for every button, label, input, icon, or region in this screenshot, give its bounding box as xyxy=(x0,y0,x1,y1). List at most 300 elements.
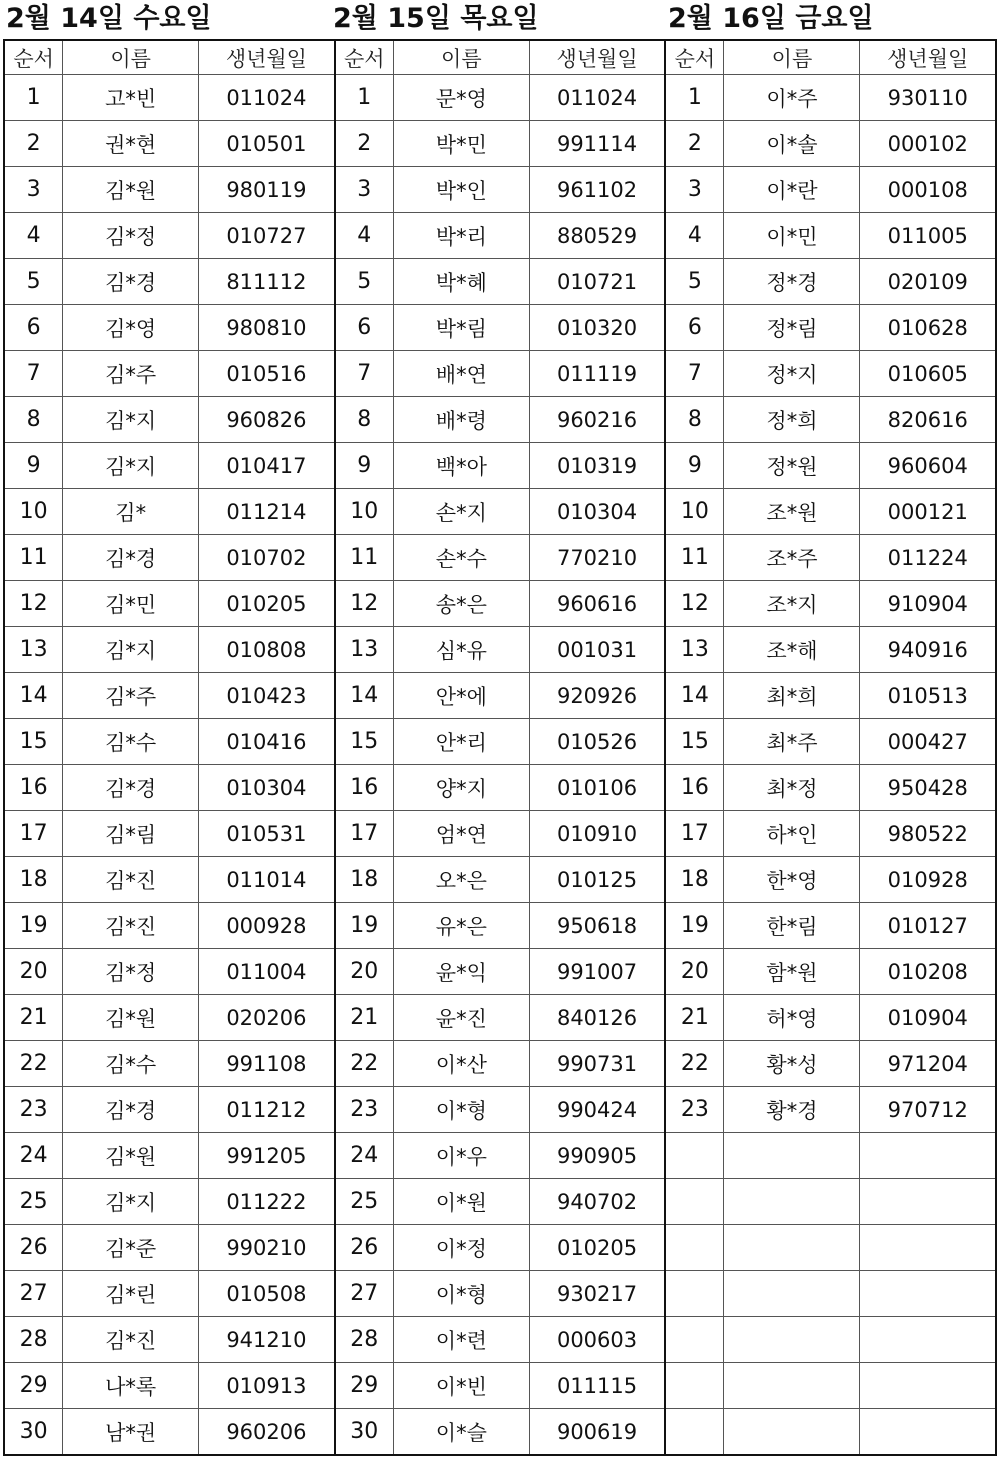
table-row xyxy=(4,1409,996,1456)
cell-order: 19 xyxy=(665,903,724,949)
table-row xyxy=(4,259,996,305)
cell-name: 안*리 xyxy=(393,719,529,765)
cell-name: 김*수 xyxy=(63,719,199,765)
cell-name: 정*경 xyxy=(724,259,860,305)
cell-name: 황*경 xyxy=(724,1087,860,1133)
header-order: 순서 xyxy=(335,40,394,75)
cell-name: 김*경 xyxy=(63,1087,199,1133)
cell-order: 21 xyxy=(335,995,394,1041)
cell-order: 1 xyxy=(335,75,394,121)
table-row xyxy=(4,1133,996,1179)
cell-birthdate: 010304 xyxy=(199,765,335,811)
cell-name: 이*빈 xyxy=(393,1363,529,1409)
day-title-fri: 2월 16일 금요일 xyxy=(668,3,874,34)
cell-birthdate: 010508 xyxy=(199,1271,335,1317)
cell-order: 26 xyxy=(335,1225,394,1271)
cell-name: 최*정 xyxy=(724,765,860,811)
cell-birthdate: 001031 xyxy=(529,627,665,673)
table-row xyxy=(4,857,996,903)
cell-birthdate: 991114 xyxy=(529,121,665,167)
cell-birthdate: 950618 xyxy=(529,903,665,949)
day-titles xyxy=(0,0,1000,40)
cell-birthdate: 990731 xyxy=(529,1041,665,1087)
cell-birthdate: 980119 xyxy=(199,167,335,213)
cell-order: 30 xyxy=(335,1409,394,1456)
cell-order: 1 xyxy=(665,75,724,121)
cell-name: 이*련 xyxy=(393,1317,529,1363)
cell-order: 18 xyxy=(4,857,63,903)
cell-order: 8 xyxy=(335,397,394,443)
cell-birthdate: 990424 xyxy=(529,1087,665,1133)
cell-name: 김*영 xyxy=(63,305,199,351)
cell-birthdate: 960826 xyxy=(199,397,335,443)
cell-name: 김*지 xyxy=(63,1179,199,1225)
table-row xyxy=(4,397,996,443)
cell-birthdate: 910904 xyxy=(860,581,996,627)
cell-birthdate: 010516 xyxy=(199,351,335,397)
cell-name: 이*원 xyxy=(393,1179,529,1225)
cell-order: 12 xyxy=(665,581,724,627)
cell-order xyxy=(665,1225,724,1271)
table-row xyxy=(4,167,996,213)
cell-name: 허*영 xyxy=(724,995,860,1041)
cell-name: 박*리 xyxy=(393,213,529,259)
cell-order xyxy=(665,1271,724,1317)
cell-order: 27 xyxy=(4,1271,63,1317)
cell-birthdate: 000427 xyxy=(860,719,996,765)
header-row xyxy=(4,40,996,75)
cell-order: 17 xyxy=(335,811,394,857)
cell-name: 김*지 xyxy=(63,443,199,489)
cell-birthdate: 950428 xyxy=(860,765,996,811)
cell-birthdate: 000102 xyxy=(860,121,996,167)
cell-birthdate: 010913 xyxy=(199,1363,335,1409)
cell-order: 15 xyxy=(665,719,724,765)
cell-birthdate: 010417 xyxy=(199,443,335,489)
cell-order: 16 xyxy=(335,765,394,811)
cell-name: 조*지 xyxy=(724,581,860,627)
cell-name: 김*원 xyxy=(63,995,199,1041)
table-row xyxy=(4,305,996,351)
cell-name: 하*인 xyxy=(724,811,860,857)
cell-name: 황*성 xyxy=(724,1041,860,1087)
cell-birthdate: 010605 xyxy=(860,351,996,397)
cell-name: 김* xyxy=(63,489,199,535)
cell-order: 9 xyxy=(335,443,394,489)
cell-order: 4 xyxy=(665,213,724,259)
cell-name: 윤*진 xyxy=(393,995,529,1041)
cell-name: 송*은 xyxy=(393,581,529,627)
cell-birthdate: 960206 xyxy=(199,1409,335,1456)
cell-order: 29 xyxy=(4,1363,63,1409)
cell-name: 박*인 xyxy=(393,167,529,213)
cell-order: 26 xyxy=(4,1225,63,1271)
cell-birthdate: 000108 xyxy=(860,167,996,213)
cell-name: 정*림 xyxy=(724,305,860,351)
cell-name: 손*수 xyxy=(393,535,529,581)
cell-name: 김*지 xyxy=(63,397,199,443)
cell-order: 22 xyxy=(665,1041,724,1087)
cell-order: 2 xyxy=(665,121,724,167)
cell-order: 3 xyxy=(665,167,724,213)
cell-birthdate: 010304 xyxy=(529,489,665,535)
table-row xyxy=(4,75,996,121)
cell-order: 11 xyxy=(4,535,63,581)
table-row xyxy=(4,1087,996,1133)
cell-birthdate: 010904 xyxy=(860,995,996,1041)
cell-order: 20 xyxy=(665,949,724,995)
cell-order: 19 xyxy=(335,903,394,949)
table-row xyxy=(4,995,996,1041)
cell-name: 김*원 xyxy=(63,167,199,213)
cell-order: 8 xyxy=(665,397,724,443)
cell-name: 유*은 xyxy=(393,903,529,949)
cell-name: 고*빈 xyxy=(63,75,199,121)
cell-name xyxy=(724,1409,860,1456)
cell-birthdate: 960216 xyxy=(529,397,665,443)
cell-order: 13 xyxy=(665,627,724,673)
table-row xyxy=(4,1271,996,1317)
table-row xyxy=(4,1179,996,1225)
cell-birthdate: 010205 xyxy=(199,581,335,627)
cell-birthdate: 010531 xyxy=(199,811,335,857)
cell-order: 18 xyxy=(335,857,394,903)
cell-order: 15 xyxy=(4,719,63,765)
cell-birthdate: 970712 xyxy=(860,1087,996,1133)
cell-name: 김*민 xyxy=(63,581,199,627)
cell-order: 13 xyxy=(335,627,394,673)
table-row xyxy=(4,627,996,673)
cell-name: 최*주 xyxy=(724,719,860,765)
cell-birthdate: 010910 xyxy=(529,811,665,857)
cell-birthdate: 811112 xyxy=(199,259,335,305)
cell-birthdate xyxy=(860,1133,996,1179)
cell-name: 김*진 xyxy=(63,857,199,903)
cell-birthdate: 961102 xyxy=(529,167,665,213)
cell-birthdate: 000121 xyxy=(860,489,996,535)
cell-name: 김*경 xyxy=(63,259,199,305)
cell-birthdate: 011119 xyxy=(529,351,665,397)
cell-birthdate xyxy=(860,1363,996,1409)
cell-order: 25 xyxy=(4,1179,63,1225)
cell-birthdate: 010205 xyxy=(529,1225,665,1271)
cell-name: 오*은 xyxy=(393,857,529,903)
cell-order: 16 xyxy=(4,765,63,811)
cell-name: 김*림 xyxy=(63,811,199,857)
header-order: 순서 xyxy=(665,40,724,75)
cell-order: 2 xyxy=(4,121,63,167)
cell-birthdate: 980810 xyxy=(199,305,335,351)
cell-name xyxy=(724,1179,860,1225)
cell-birthdate: 010106 xyxy=(529,765,665,811)
cell-order: 23 xyxy=(335,1087,394,1133)
cell-order: 20 xyxy=(4,949,63,995)
cell-order: 7 xyxy=(335,351,394,397)
cell-birthdate: 010702 xyxy=(199,535,335,581)
cell-order xyxy=(665,1133,724,1179)
cell-name: 김*정 xyxy=(63,949,199,995)
cell-birthdate: 020206 xyxy=(199,995,335,1041)
header-birthdate: 생년월일 xyxy=(199,40,335,75)
cell-name: 엄*연 xyxy=(393,811,529,857)
cell-birthdate: 940702 xyxy=(529,1179,665,1225)
cell-birthdate: 840126 xyxy=(529,995,665,1041)
cell-order: 17 xyxy=(665,811,724,857)
cell-name: 김*경 xyxy=(63,765,199,811)
cell-name: 이*산 xyxy=(393,1041,529,1087)
cell-order: 24 xyxy=(335,1133,394,1179)
cell-birthdate: 011214 xyxy=(199,489,335,535)
cell-birthdate: 010928 xyxy=(860,857,996,903)
cell-order: 14 xyxy=(665,673,724,719)
cell-name: 김*수 xyxy=(63,1041,199,1087)
cell-order: 4 xyxy=(4,213,63,259)
cell-order: 12 xyxy=(335,581,394,627)
cell-order xyxy=(665,1363,724,1409)
cell-order: 4 xyxy=(335,213,394,259)
cell-order: 8 xyxy=(4,397,63,443)
cell-name: 정*지 xyxy=(724,351,860,397)
cell-name: 김*주 xyxy=(63,351,199,397)
cell-name: 김*진 xyxy=(63,903,199,949)
cell-order: 17 xyxy=(4,811,63,857)
cell-name: 최*희 xyxy=(724,673,860,719)
cell-birthdate: 991007 xyxy=(529,949,665,995)
cell-order: 24 xyxy=(4,1133,63,1179)
cell-birthdate: 010727 xyxy=(199,213,335,259)
cell-name: 안*에 xyxy=(393,673,529,719)
cell-birthdate: 011115 xyxy=(529,1363,665,1409)
cell-name: 나*록 xyxy=(63,1363,199,1409)
table-row xyxy=(4,1041,996,1087)
cell-name: 이*슬 xyxy=(393,1409,529,1456)
cell-birthdate xyxy=(860,1225,996,1271)
cell-birthdate: 011224 xyxy=(860,535,996,581)
cell-birthdate: 010423 xyxy=(199,673,335,719)
table-row xyxy=(4,903,996,949)
table-row xyxy=(4,213,996,259)
cell-birthdate: 971204 xyxy=(860,1041,996,1087)
cell-order: 22 xyxy=(4,1041,63,1087)
cell-birthdate: 010721 xyxy=(529,259,665,305)
cell-name xyxy=(724,1271,860,1317)
cell-name: 김*진 xyxy=(63,1317,199,1363)
cell-birthdate: 960604 xyxy=(860,443,996,489)
cell-order: 11 xyxy=(335,535,394,581)
cell-birthdate: 011222 xyxy=(199,1179,335,1225)
cell-name: 박*림 xyxy=(393,305,529,351)
header-name: 이름 xyxy=(724,40,860,75)
cell-birthdate: 990905 xyxy=(529,1133,665,1179)
cell-order: 16 xyxy=(665,765,724,811)
cell-name: 김*원 xyxy=(63,1133,199,1179)
cell-birthdate: 011005 xyxy=(860,213,996,259)
cell-order: 14 xyxy=(4,673,63,719)
cell-order: 23 xyxy=(4,1087,63,1133)
cell-order: 14 xyxy=(335,673,394,719)
cell-order: 25 xyxy=(335,1179,394,1225)
cell-name: 김*경 xyxy=(63,535,199,581)
cell-birthdate xyxy=(860,1409,996,1456)
cell-order: 13 xyxy=(4,627,63,673)
table-row xyxy=(4,121,996,167)
cell-birthdate: 770210 xyxy=(529,535,665,581)
cell-birthdate: 010319 xyxy=(529,443,665,489)
cell-order: 1 xyxy=(4,75,63,121)
cell-order: 22 xyxy=(335,1041,394,1087)
table-row xyxy=(4,1225,996,1271)
cell-birthdate: 990210 xyxy=(199,1225,335,1271)
header-name: 이름 xyxy=(63,40,199,75)
cell-birthdate: 920926 xyxy=(529,673,665,719)
cell-name: 배*령 xyxy=(393,397,529,443)
table-row xyxy=(4,673,996,719)
cell-name: 윤*익 xyxy=(393,949,529,995)
cell-order: 3 xyxy=(335,167,394,213)
cell-birthdate: 011212 xyxy=(199,1087,335,1133)
table-row xyxy=(4,1363,996,1409)
cell-birthdate: 000928 xyxy=(199,903,335,949)
cell-order: 15 xyxy=(335,719,394,765)
table-row xyxy=(4,1317,996,1363)
cell-name: 박*혜 xyxy=(393,259,529,305)
header-name: 이름 xyxy=(393,40,529,75)
cell-order: 27 xyxy=(335,1271,394,1317)
cell-birthdate: 010628 xyxy=(860,305,996,351)
cell-order: 19 xyxy=(4,903,63,949)
cell-birthdate: 000603 xyxy=(529,1317,665,1363)
cell-order: 5 xyxy=(4,259,63,305)
cell-birthdate: 960616 xyxy=(529,581,665,627)
cell-birthdate: 010808 xyxy=(199,627,335,673)
cell-name: 한*영 xyxy=(724,857,860,903)
cell-birthdate xyxy=(860,1317,996,1363)
cell-birthdate: 900619 xyxy=(529,1409,665,1456)
table-row xyxy=(4,489,996,535)
cell-birthdate: 010208 xyxy=(860,949,996,995)
header-order: 순서 xyxy=(4,40,63,75)
header-birthdate: 생년월일 xyxy=(529,40,665,75)
cell-birthdate: 820616 xyxy=(860,397,996,443)
cell-name: 양*지 xyxy=(393,765,529,811)
cell-order: 23 xyxy=(665,1087,724,1133)
cell-name: 김*주 xyxy=(63,673,199,719)
table-row xyxy=(4,351,996,397)
cell-name: 배*연 xyxy=(393,351,529,397)
cell-order: 7 xyxy=(4,351,63,397)
cell-birthdate: 941210 xyxy=(199,1317,335,1363)
cell-name: 이*형 xyxy=(393,1087,529,1133)
cell-birthdate: 991205 xyxy=(199,1133,335,1179)
cell-birthdate: 010416 xyxy=(199,719,335,765)
cell-name: 이*정 xyxy=(393,1225,529,1271)
cell-birthdate: 011004 xyxy=(199,949,335,995)
cell-birthdate: 880529 xyxy=(529,213,665,259)
cell-order: 2 xyxy=(335,121,394,167)
cell-order: 20 xyxy=(335,949,394,995)
cell-birthdate: 011024 xyxy=(199,75,335,121)
day-title-wed: 2월 14일 수요일 xyxy=(6,3,212,34)
schedule-table xyxy=(3,39,997,1456)
cell-order: 9 xyxy=(4,443,63,489)
cell-name: 심*유 xyxy=(393,627,529,673)
cell-birthdate: 980522 xyxy=(860,811,996,857)
cell-name: 남*권 xyxy=(63,1409,199,1456)
cell-name: 문*영 xyxy=(393,75,529,121)
table-row xyxy=(4,443,996,489)
cell-birthdate: 010501 xyxy=(199,121,335,167)
cell-order xyxy=(665,1409,724,1456)
cell-birthdate: 010320 xyxy=(529,305,665,351)
cell-name xyxy=(724,1225,860,1271)
table-row xyxy=(4,811,996,857)
cell-name: 백*아 xyxy=(393,443,529,489)
cell-order: 3 xyxy=(4,167,63,213)
cell-order: 11 xyxy=(665,535,724,581)
cell-name xyxy=(724,1133,860,1179)
cell-order: 30 xyxy=(4,1409,63,1456)
cell-name: 조*주 xyxy=(724,535,860,581)
cell-name xyxy=(724,1363,860,1409)
cell-order xyxy=(665,1317,724,1363)
cell-name: 김*지 xyxy=(63,627,199,673)
cell-birthdate xyxy=(860,1271,996,1317)
table-row xyxy=(4,581,996,627)
cell-order: 10 xyxy=(335,489,394,535)
cell-birthdate: 011024 xyxy=(529,75,665,121)
cell-order: 7 xyxy=(665,351,724,397)
cell-name: 김*준 xyxy=(63,1225,199,1271)
cell-birthdate: 940916 xyxy=(860,627,996,673)
cell-order: 21 xyxy=(4,995,63,1041)
cell-birthdate: 011014 xyxy=(199,857,335,903)
cell-order: 28 xyxy=(4,1317,63,1363)
table-row xyxy=(4,765,996,811)
cell-name: 김*린 xyxy=(63,1271,199,1317)
cell-name: 이*민 xyxy=(724,213,860,259)
cell-order: 5 xyxy=(665,259,724,305)
cell-name: 손*지 xyxy=(393,489,529,535)
cell-birthdate: 991108 xyxy=(199,1041,335,1087)
cell-order: 18 xyxy=(665,857,724,903)
cell-order: 5 xyxy=(335,259,394,305)
cell-birthdate: 010127 xyxy=(860,903,996,949)
cell-birthdate: 930110 xyxy=(860,75,996,121)
cell-name: 권*현 xyxy=(63,121,199,167)
cell-name: 이*우 xyxy=(393,1133,529,1179)
cell-name: 함*원 xyxy=(724,949,860,995)
cell-birthdate: 010125 xyxy=(529,857,665,903)
cell-birthdate: 020109 xyxy=(860,259,996,305)
table-row xyxy=(4,949,996,995)
cell-birthdate: 930217 xyxy=(529,1271,665,1317)
cell-order: 9 xyxy=(665,443,724,489)
cell-birthdate: 010513 xyxy=(860,673,996,719)
cell-order: 29 xyxy=(335,1363,394,1409)
cell-order: 10 xyxy=(4,489,63,535)
cell-birthdate xyxy=(860,1179,996,1225)
cell-order: 12 xyxy=(4,581,63,627)
table-row xyxy=(4,535,996,581)
cell-name: 조*해 xyxy=(724,627,860,673)
cell-name: 이*솔 xyxy=(724,121,860,167)
cell-order: 6 xyxy=(4,305,63,351)
cell-order: 21 xyxy=(665,995,724,1041)
cell-name: 김*정 xyxy=(63,213,199,259)
cell-name: 정*원 xyxy=(724,443,860,489)
cell-name: 이*주 xyxy=(724,75,860,121)
header-birthdate: 생년월일 xyxy=(860,40,996,75)
